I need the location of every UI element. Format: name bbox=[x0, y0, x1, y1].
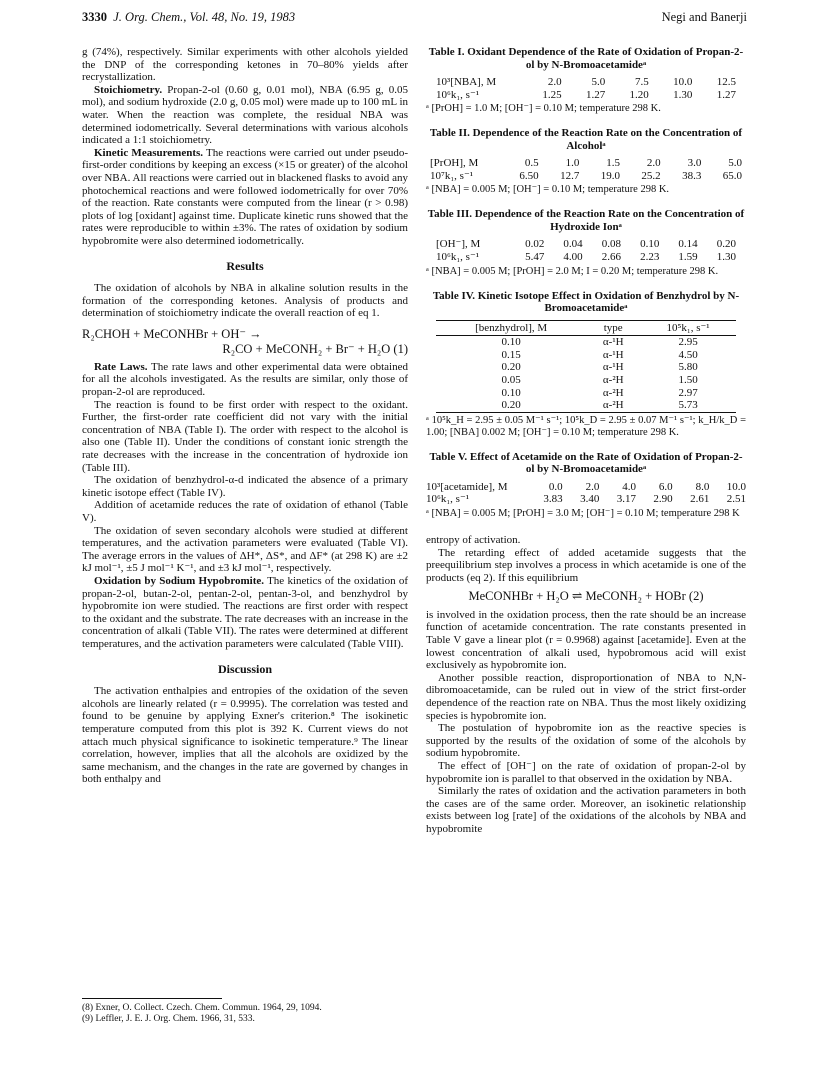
run-in-heading: Rate Laws. bbox=[94, 360, 148, 373]
left-column bbox=[82, 46, 408, 786]
run-in-heading: Stoichiometry. bbox=[94, 83, 163, 96]
table-grid: [PrOH], M 0.5 1.0 1.5 2.0 3.0 5.0 10⁷k₁, s⁻¹ 6.50 12.7 19.0 25.2 38.3 65.0 bbox=[430, 157, 742, 182]
table-row: 0.20 α-¹H 5.80 bbox=[501, 361, 698, 374]
paragraph: Oxidation by Sodium Hypobromite. The kinetics of the oxidation of propan-2-ol, butan-2-ol, pentan-2-ol, pentan-3-ol, and benzhydrol by hypobromite ion were studied. The reactions are first order with respect to the oxidant and the substrate. The rate decreases with an increase in the concentration of alkali (Table VII). The rates were determined at different temperatures, and the activation parameters were calculated (Table VIII). bbox=[82, 574, 409, 650]
table-5 bbox=[426, 451, 746, 520]
table-row: 0.05 α-²H 1.50 bbox=[501, 373, 698, 386]
footnotes bbox=[82, 998, 408, 1025]
table-row: 0.10 α-²H 2.97 bbox=[501, 386, 698, 399]
table-caption: Table II. Dependence of the Reaction Rate on the Concentration of Alcoholᵃ bbox=[429, 127, 743, 152]
running-authors: Negi and Banerji bbox=[661, 10, 747, 24]
paragraph: Similarly the rates of oxidation and the activation parameters in both the cases are of the same order. Moreover, an isokinetic relationship exists between log [rate] of the oxidations of the alcohols by NBA and hypobromite bbox=[426, 785, 746, 835]
footnote: (8) Exner, O. Collect. Czech. Chem. Commun. 1964, 29, 1094. bbox=[82, 1003, 322, 1013]
paragraph: The oxidation of alcohols by NBA in alkaline solution results in the formation of the corresponding ketones. Analysis of products and determination of stoichiometry indicate the overall reaction of eq 1. bbox=[82, 282, 408, 320]
table-footnote: ᵃ 10⁵k_H = 2.95 ± 0.05 M⁻¹ s⁻¹; 10⁵k_D = 2.95 ± 0.07 M⁻¹ s⁻¹; k_H/k_D = 1.00; [NBA] 0.002 M; [OH⁻] = 0.10 M; temperature 298 K. bbox=[426, 414, 746, 438]
table-grid: 10³[acetamide], M 0.0 2.0 4.0 6.0 8.0 10.0 10⁶k₁, s⁻¹ 3.83 3.40 3.17 2.90 2.61 2.51 bbox=[426, 480, 746, 506]
table-caption: Table V. Effect of Acetamide on the Rate of Oxidation of Propan-2-ol by N-Bromoacetamideᵃ bbox=[429, 450, 743, 476]
table-grid: 10³[NBA], M 2.0 5.0 7.5 10.0 12.5 10⁶k₁, s⁻¹ 1.25 1.27 1.20 1.30 1.27 bbox=[436, 76, 736, 101]
column-header: [benzhydrol], M bbox=[436, 320, 586, 336]
run-in-heading: Kinetic Measurements. bbox=[94, 146, 204, 159]
table-caption: Table III. Dependence of the Reaction Rate on the Concentration of Hydroxide Ionᵃ bbox=[427, 208, 745, 233]
table-row: 0.10 α-¹H 2.95 bbox=[501, 336, 698, 349]
paragraph: Addition of acetamide reduces the rate of oxidation of ethanol (Table V). bbox=[82, 499, 408, 524]
paragraph: The postulation of hypobromite ion as the reactive species is supported by the results of the oxidation of some of the alcohols by sodium hypobromite. bbox=[426, 722, 746, 760]
journal-citation: J. Org. Chem., Vol. 48, No. 19, 1983 bbox=[113, 10, 296, 24]
paragraph: The reaction is found to be first order with respect to the oxidant. Further, the first-order rate coefficient did not vary with the initial concentration of NBA (Table I). The order with respect to the alcohol is also one (Table II). Under the conditions of constant ionic strength the rate decreases with the increase in the concentration of hydroxide ion (Table III). bbox=[82, 398, 408, 474]
table-caption: Table IV. Kinetic Isotope Effect in Oxidation of Benzhydrol by N-Bromoacetamideᵃ bbox=[432, 289, 740, 315]
table-grid: [OH⁻], M 0.02 0.04 0.08 0.10 0.14 0.20 10⁶k₁, s⁻¹ 5.47 4.00 2.66 2.23 1.59 1.30 bbox=[436, 238, 736, 263]
column-header: 10⁵k₁, s⁻¹ bbox=[640, 320, 736, 336]
paragraph: The activation enthalpies and entropies of the oxidation of the seven alcohols are linearly related (r = 0.9995). The correlation was tested and found to be genuine by applying Exner's criterion.⁸ The isokinetic temperature computed from this plot is 392 K. Current views do not attach much physical significance to isokinetic temperature.⁹ The linear correlation, however, implies that all the alcohols are oxidized by the same mechanism, and the changes in the rate are governed by changes in both enthalpy and bbox=[82, 685, 408, 786]
equation-2: MeCONHBr + H₂O ⇌ MeCONH₂ + HOBr (2) bbox=[468, 589, 704, 604]
paragraph: The retarding effect of added acetamide suggests that the preequilibrium step involves a process in which acetamide is one of the products (eq 2). If this equilibrium bbox=[426, 546, 746, 584]
paragraph: The effect of [OH⁻] on the rate of oxidation of propan-2-ol by hypobromite ion is parallel to that observed in the oxidation by NBA. bbox=[426, 760, 746, 785]
equation-1: R₂CHOH + MeCONHBr + OH⁻ → R₂CO + MeCONH₂ + Br⁻ + H₂O (1) bbox=[82, 326, 408, 356]
column-header: type bbox=[586, 320, 640, 336]
table-row: 0.15 α-¹H 4.50 bbox=[501, 348, 698, 361]
paragraph: entropy of activation. bbox=[426, 533, 521, 546]
table-grid bbox=[436, 320, 736, 413]
table-4 bbox=[426, 290, 746, 439]
table-footnote: ᵃ [NBA] = 0.005 M; [OH⁻] = 0.10 M; temperature 298 K. bbox=[426, 184, 670, 196]
paragraph: The oxidation of seven secondary alcohols were studied at different temperatures, and the activation parameters were evaluated (Table VI). The average errors in the values of ΔH*, ΔS*, and ΔF* (at 298 K) are ±2 kJ mol⁻¹, ±5 J mol⁻¹ K⁻¹, and ±3 kJ mol⁻¹, respectively. bbox=[82, 524, 408, 575]
right-column bbox=[426, 46, 746, 836]
page-number: 3330 bbox=[82, 10, 107, 24]
paragraph: is involved in the oxidation process, then the rate should be an increase function of acetamide concentration. The rate constants presented in Table V gave a linear plot (r = 0.9968) against [acetamide]. Even at the lowest concentration of alkali used, hypobromous acid will exist exclusively as hypobromite ion. bbox=[426, 608, 746, 672]
paragraph: Kinetic Measurements. The reactions were carried out under pseudo-first-order conditions by keeping an excess (×15 or greater) of the alcohol over NBA. All reactions were carried out in blackened flasks to avoid any photochemical reactions and were followed iodometrically for over 70% of the reaction. Rate constants were computed from the linear (r > 0.98) plots of log [oxidant] against time. Duplicate kinetic runs showed that the rates were reproducible to within ±3%. The rates of oxidation by sodium hypobromite were also determined iodometrically. bbox=[82, 146, 408, 247]
table-2 bbox=[426, 127, 746, 196]
paragraph: Rate Laws. The rate laws and other experimental data were obtained for all the alcohols investigated. As the results are similar, only those of propan-2-ol are reproduced. bbox=[82, 360, 408, 399]
table-row: 0.20 α-²H 5.73 bbox=[436, 399, 736, 412]
table-footnote: ᵃ [NBA] = 0.005 M; [PrOH] = 3.0 M; [OH⁻] = 0.10 M; temperature 298 K bbox=[426, 507, 740, 519]
table-1 bbox=[426, 46, 746, 115]
run-in-heading: Oxidation by Sodium Hypobromite. bbox=[94, 574, 265, 587]
section-heading-discussion: Discussion bbox=[217, 661, 273, 676]
table-footnote: ᵃ [NBA] = 0.005 M; [PrOH] = 2.0 M; I = 0.20 M; temperature 298 K. bbox=[426, 265, 719, 277]
page-header bbox=[82, 10, 747, 28]
table-3 bbox=[426, 208, 746, 277]
paragraph: The oxidation of benzhydrol-α-d indicated the absence of a primary kinetic isotope effect (Table IV). bbox=[82, 474, 408, 499]
paragraph: Another possible reaction, disproportionation of NBA to N,N-dibromoacetamide, can be ruled out in view of the strict first-order dependence of the reaction rate on NBA. Thus the most likely oxidizing species is hypobromite ion. bbox=[426, 671, 746, 722]
section-heading-results: Results bbox=[226, 258, 264, 273]
table-caption: Table I. Oxidant Dependence of the Rate of Oxidation of Propan-2-ol by N-Bromoacetamideᵃ bbox=[428, 46, 744, 71]
table-footnote: ᵃ [PrOH] = 1.0 M; [OH⁻] = 0.10 M; temperature 298 K. bbox=[426, 103, 661, 115]
paragraph: Stoichiometry. Propan-2-ol (0.60 g, 0.01 mol), NBA (6.95 g, 0.05 mol), and sodium hydroxide (2.0 g, 0.05 mol) were made up to 100 mL in water. When the reaction was complete, the residual NBA was determined iodometrically. Several determinations with various alcohols indicated a 1:1 stoichiometry. bbox=[82, 83, 408, 147]
paragraph: g (74%), respectively. Similar experiments with other alcohols yielded the DNP of the corresponding ketones in 70–80% yields after recrystallization. bbox=[82, 46, 408, 84]
footnote: (9) Leffler, J. E. J. Org. Chem. 1966, 31, 533. bbox=[82, 1014, 255, 1024]
footnote-rule bbox=[82, 998, 222, 999]
